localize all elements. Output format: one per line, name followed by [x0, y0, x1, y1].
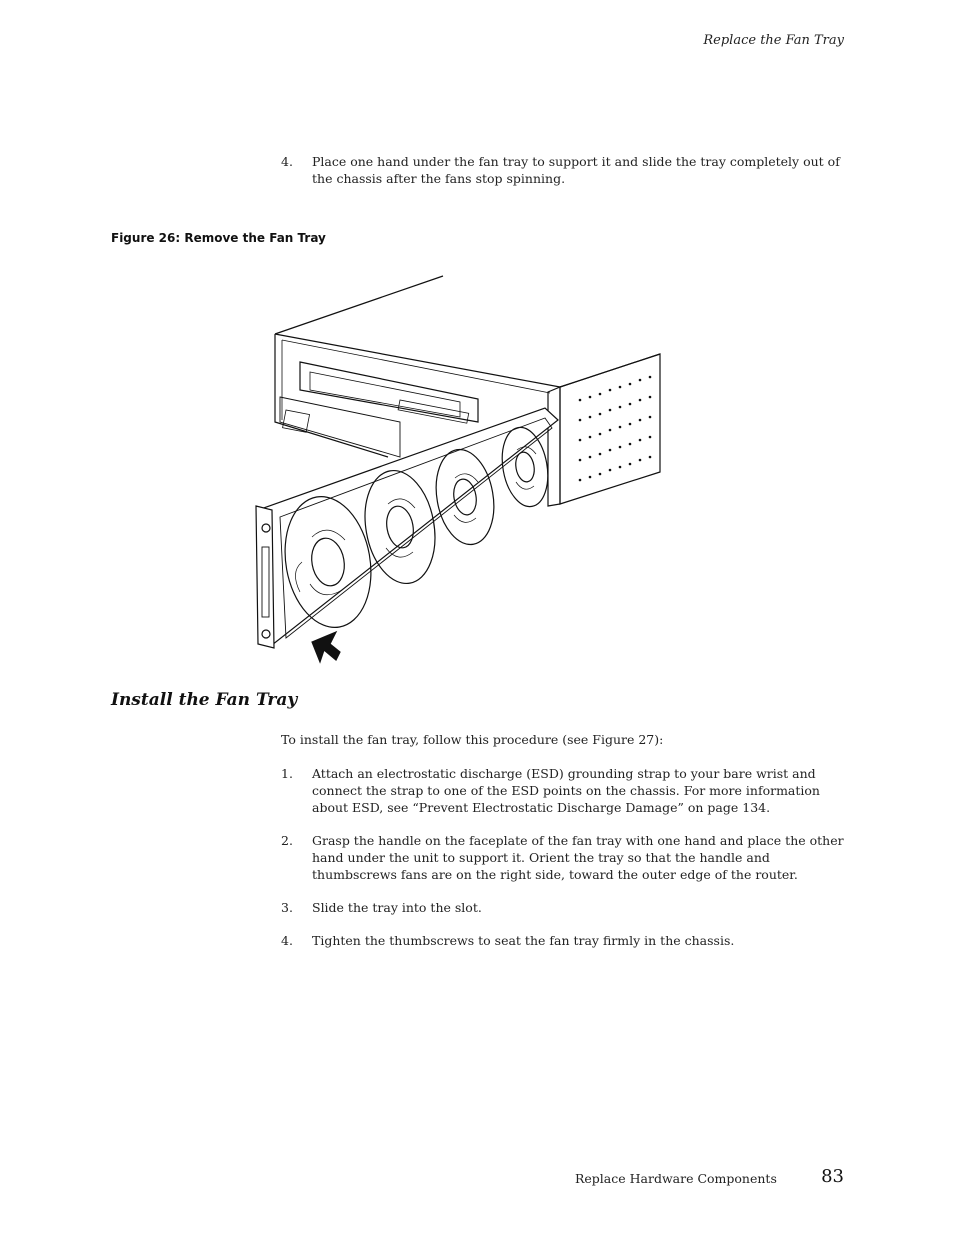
step-number: 2. [281, 833, 293, 848]
footer-section-title: Replace Hardware Components [575, 1171, 777, 1186]
figure-caption: Figure 26: Remove the Fan Tray [111, 231, 326, 245]
removal-step-4 [281, 153, 846, 187]
step-text: Attach an electrostatic discharge (ESD) grounding strap to your bare wrist and connect the strap to one of the ESD points on the chassis. For more information about ESD, see “Prevent Electrostatic Discharge Damage” on page 134. [312, 766, 820, 815]
step-text: Slide the tray into the slot. [312, 900, 482, 915]
step-text: Tighten the thumbscrews to seat the fan tray firmly in the chassis. [312, 933, 735, 948]
fan-tray-removal-illustration [250, 272, 670, 672]
step-text: Grasp the handle on the faceplate of the fan tray with one hand and place the other hand under the unit to support it. Orient the tray so that the handle and thumbscrews fans are on the right side, toward the outer edge of the router. [312, 833, 844, 882]
step-number: 4. [281, 933, 293, 948]
install-step-1 [281, 765, 846, 816]
page-number: 83 [821, 1166, 844, 1187]
step-number: 4. [281, 154, 293, 169]
install-step-2 [281, 832, 846, 883]
install-step-3 [281, 899, 846, 916]
section-heading: Install the Fan Tray [111, 690, 298, 710]
install-step-4 [281, 932, 846, 949]
step-number: 3. [281, 900, 293, 915]
step-text: Place one hand under the fan tray to support it and slide the tray completely out of the chassis after the fans stop spinning. [312, 154, 840, 186]
running-head: Replace the Fan Tray [703, 33, 844, 48]
install-intro: To install the fan tray, follow this procedure (see Figure 27): [281, 732, 664, 747]
step-number: 1. [281, 766, 293, 781]
